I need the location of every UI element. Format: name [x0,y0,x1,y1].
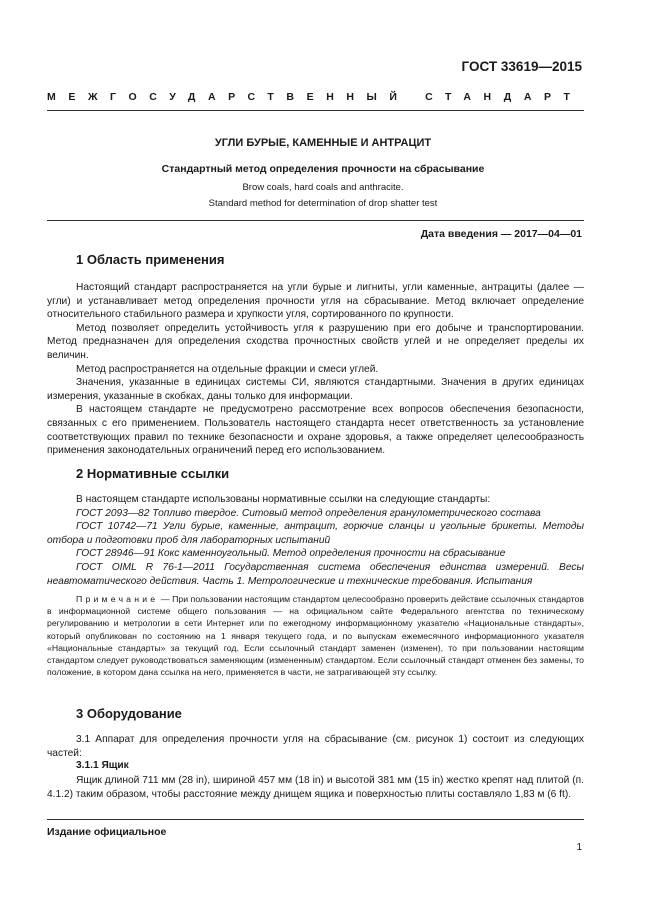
section-2-heading: 2 Нормативные ссылки [76,466,230,481]
section-3-paragraph-2: Ящик длиной 711 мм (28 in), шириной 457 мм (18 in) и высотой 381 мм (15 in) жестко крепят над плитой (п. 4.1.2) таким образом, чтобы расстояние между днищем ящика и поверхностью плиты составляло 1,83 м (6 ft). [47,775,584,800]
title-rule [47,220,584,221]
header-rule [47,110,584,111]
document-title-en: Brow coals, hard coals and anthracite. [242,182,404,193]
section-3-heading: 3 Оборудование [76,706,182,721]
document-title-ru: УГЛИ БУРЫЕ, КАМЕННЫЕ И АНТРАЦИТ [214,137,432,149]
normative-reference: ГОСТ 28946—91 Кокс каменноугольный. Метод определения прочности на сбрасывание [76,548,506,560]
normative-reference: ГОСТ 2093—82 Топливо твердое. Ситовый метод определения гранулометрического состава [76,507,541,519]
section-3-paragraph-1: 3.1 Аппарат для определения прочности угля на сбрасывание (см. рисунок 1) состоит из следующих частей: [47,734,584,759]
standard-number: ГОСТ 33619—2015 [461,59,582,74]
document-subtitle-ru: Стандартный метод определения прочности на сбрасывание [161,163,485,175]
subsection-3-1-1-heading: 3.1.1 Ящик [76,760,129,771]
official-edition-label: Издание официальное [47,826,167,838]
document-subtitle-en: Standard method for determination of drop shatter test [208,198,438,209]
section-1-paragraph: Метод распространяется на отдельные фракции и смеси углей. [76,363,379,375]
section-1-heading: 1 Область применения [76,252,225,267]
note-label: Примечание [76,594,159,604]
section-1-body [47,281,584,458]
section-2-note [47,593,584,678]
section-1-paragraph: Настоящий стандарт распространяется на угли бурые и лигниты, угли каменные, антрациты (далее — угли) и устанавливает метод определения прочности угля на сбрасывание. Метод включает определение относительного стабильного размера и хрупкости угля, сортированного по крупности. [47,282,584,321]
page-number: 1 [576,842,582,853]
normative-reference: ГОСТ OIML R 76-1—2011 Государственная система обеспечения единства измерений. Весы неавтоматического действия. Часть 1. Метрологические и технические требования. Испытания [47,561,584,587]
section-1-paragraph: В настоящем стандарте не предусмотрено рассмотрение всех вопросов обеспечения безопасности, связанных с его применением. Пользователь настоящего стандарта несет ответственность за установление соответствующих правил по технике безопасности и охране здоровья, а также определяет целесообразность применения законодательных ограничений перед его использованием. [47,404,584,457]
introduction-date: Дата введения — 2017—04—01 [420,228,582,240]
note-text: — При пользовании настоящим стандартом целесообразно проверить действие ссылочных стандартов в информационной системе общего пользования — на официальном сайте Федерального агентства по техническому регулированию и метрологии в сети Интернет или по ежегодному информационному указателю «Национальные стандарты», который опубликован по состоянию на 1 января текущего года, и по выпускам ежемесячного информационного указателя «Национальные стандарты» за текущий год. Если ссылочный стандарт заменен (изменен), то при пользовании настоящим стандартом следует руководствоваться заменяющим (измененным) стандартом. Если ссылочный стандарт отменен без замены, то положение, в котором дана ссылка на него, применяется в части, не затрагивающей эту ссылку. [47,594,584,678]
section-1-paragraph: Значения, указанные в единицах системы СИ, являются стандартными. Значения в других единицах измерения, указанные в скобках, даны только для информации. [47,377,584,402]
section-2-intro: В настоящем стандарте использованы нормативные ссылки на следующие стандарты: [76,494,491,505]
normative-reference: ГОСТ 10742—71 Угли бурые, каменные, антрацит, горючие сланцы и угольные брикеты. Методы отбора и подготовки проб для лабораторных испытаний [47,521,584,546]
section-1-paragraph: Метод позволяет определить устойчивость угля к разрушению при его добыче и транспортировании. Метод предназначен для определения сходства прочностных свойств углей и не определяет пределы их величин. [47,322,584,361]
section-2-body [47,493,584,588]
footer-rule [47,819,584,820]
interstate-standard-banner: МЕЖГОСУДАРСТВЕННЫЙ СТАНДАРТ [47,91,583,103]
